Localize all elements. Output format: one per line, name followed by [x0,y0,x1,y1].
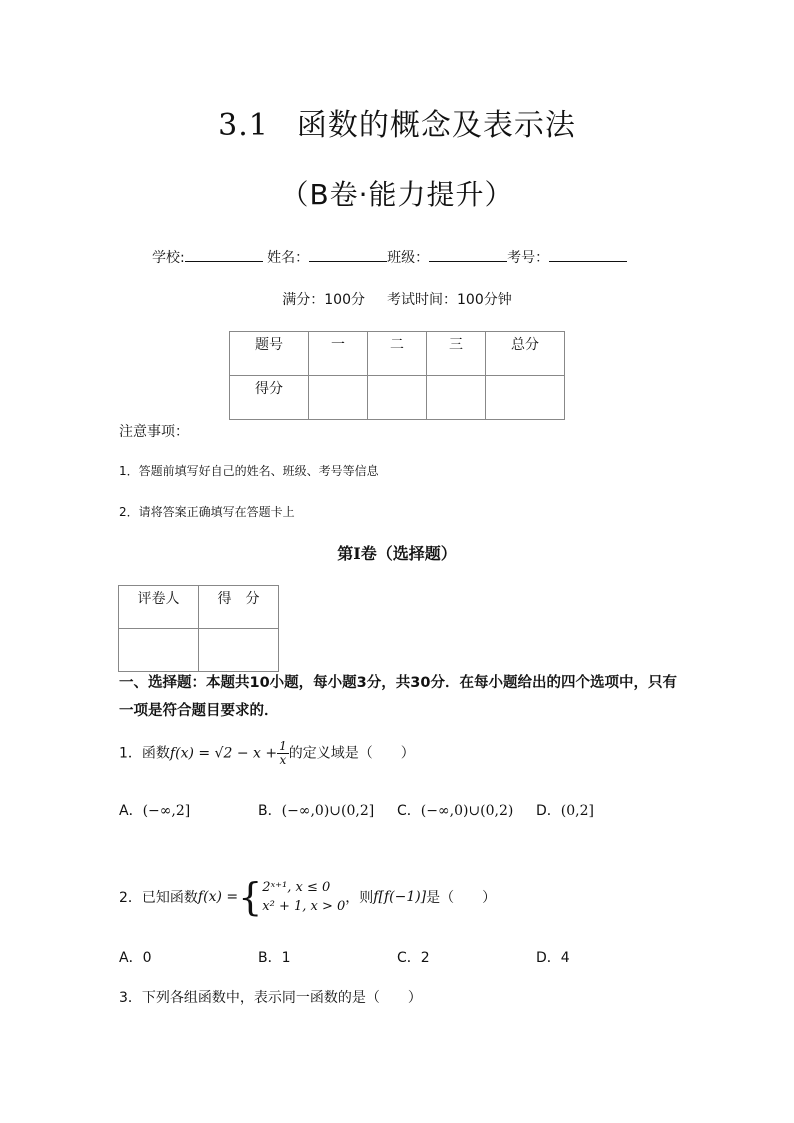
grader-header: 评卷人 [119,586,199,629]
score-header-3: 三 [427,332,486,376]
q2-option-b[interactable] [258,947,291,967]
document-subtitle: （B卷·能力提升） [280,178,514,211]
q1-option-d[interactable] [536,800,594,820]
note-item: 2．请将答案正确填写在答题卡上 [119,505,295,519]
option-value: 0 [142,950,152,966]
option-label: C． [397,803,421,819]
q1-option-c[interactable] [397,800,513,820]
document-title [0,100,794,144]
name-blank[interactable] [309,249,387,262]
note-item: 1．答题前填写好自己的姓名、班级、考号等信息 [119,464,379,478]
option-value: (−∞,0)∪(0,2) [420,803,514,819]
option-value: (−∞,0)∪(0,2] [281,803,375,819]
q2-option-c[interactable] [397,947,430,967]
q2-piece-1: 2ˣ⁺¹, x ≤ 0 [262,880,331,895]
school-blank[interactable] [185,249,263,262]
q2-suffix: 是（ ） [426,890,497,906]
q2-mid: ，则 [345,890,374,906]
q2-option-a[interactable] [119,947,152,967]
q1-formula: f(x) = √2 − x + [169,745,278,762]
score-header-total: 总分 [486,332,565,376]
exam-no-label: 考号： [507,250,550,266]
score-row-label: 得分 [230,376,309,420]
title-text: 函数的概念及表示法 [296,108,576,143]
class-label: 班级： [387,250,430,266]
q1-fraction [277,740,289,767]
exam-meta [0,289,794,309]
q2-piecewise [262,878,345,916]
q1-suffix: 的定义域是（ ） [288,745,415,762]
q2-option-d[interactable] [536,947,570,967]
option-label: D． [536,950,561,966]
q1-option-b[interactable] [258,800,374,820]
score-cell[interactable] [199,629,279,672]
name-label: 姓名： [267,250,310,266]
class-blank[interactable] [429,249,507,262]
score-header-2: 二 [368,332,427,376]
option-value: 2 [420,950,430,966]
option-label: D． [536,803,561,819]
option-label: A． [119,950,143,966]
notes-heading: 注意事项： [119,424,189,440]
option-value: (−∞,2] [142,803,191,819]
q2-prefix: 2．已知函数 [119,890,198,906]
option-label: A． [119,803,143,819]
option-value: 1 [281,950,291,966]
section-heading: 第Ⅰ卷（选择题） [337,544,457,563]
score-header-question: 题号 [230,332,309,376]
title-number: 3.1 [218,108,269,143]
q1-prefix: 1．函数 [119,745,170,762]
score-cell[interactable] [309,376,368,420]
option-value: 4 [560,950,570,966]
option-label: B． [258,950,282,966]
q2-expr: f[f(−1)] [373,889,427,905]
grader-cell[interactable] [119,629,199,672]
option-label: B． [258,803,282,819]
exam-time: 考试时间：100分钟 [387,292,512,308]
q2-formula: f(x) = [197,889,239,905]
student-info-line [152,247,627,267]
score-cell[interactable] [427,376,486,420]
full-marks: 满分：100分 [282,292,365,308]
question-1 [119,740,415,767]
question-2 [119,875,497,919]
option-value: (0,2] [560,803,594,819]
q1-frac-den: x [279,753,287,767]
score-cell[interactable] [368,376,427,420]
part1-heading: 一、选择题：本题共10小题，每小题3分，共30分．在每小题给出的四个选项中，只有一项是符合题目要求的． [119,675,677,719]
q1-option-a[interactable] [119,800,190,820]
q1-frac-num: 1 [279,739,287,753]
school-label: 学校: [152,250,185,266]
q2-brace: { [238,875,263,919]
score-header: 得 分 [199,586,279,629]
option-label: C． [397,950,421,966]
exam-no-blank[interactable] [549,249,627,262]
question-3: 3．下列各组函数中，表示同一函数的是（ ） [119,990,422,1006]
score-cell[interactable] [486,376,565,420]
score-table [229,331,565,420]
grader-table [118,585,279,672]
score-header-1: 一 [309,332,368,376]
q2-piece-2: x² + 1, x > 0 [262,899,346,914]
